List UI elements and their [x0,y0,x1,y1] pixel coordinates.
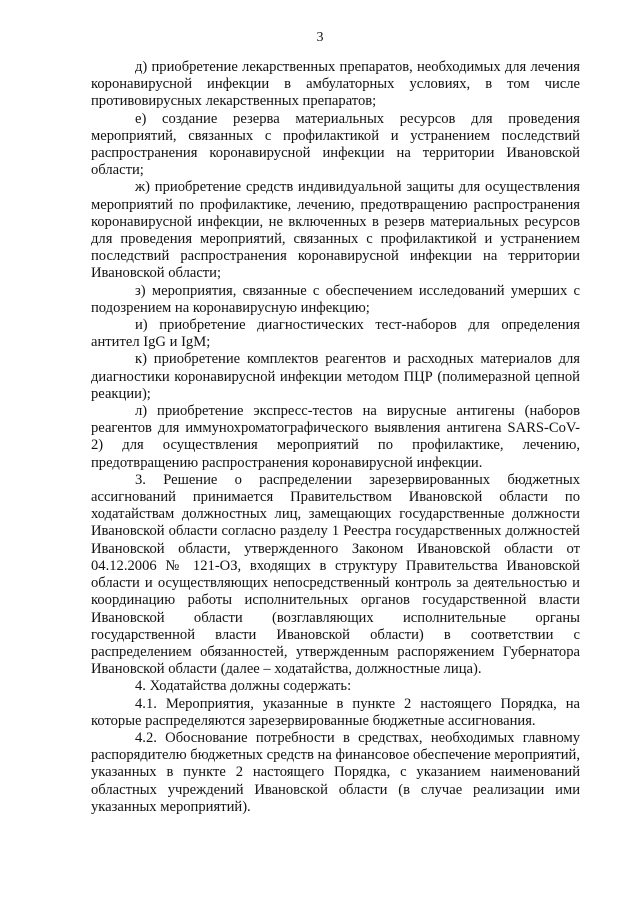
paragraph-i: и) приобретение диагностических тест-наборов для определения антител IgG и IgM; [91,317,580,351]
section-4-2: 4.2. Обоснование потребности в средствах, необходимых главному распорядителю бюджетных средств на финансовое обеспечение мероприятий, указанных в пункте 2 настоящего Порядка, с указанием наименований областных учреждений Ивановской области (в случае реализации ими указанных мероприятий). [91,729,580,815]
paragraph-l: л) приобретение экспресс-тестов на вирусные антигены (наборов реагентов для иммунохроматографического выявления антигена SARS-CoV-2) для осуществления мероприятий по профилактике, лечению, предотвращению распространения коронавирусной инфекции. [91,403,580,471]
section-3: 3. Решение о распределении зарезервированных бюджетных ассигнований принимается Правительством Ивановской области по ходатайствам должностных лиц, замещающих государственные должности Ивановской области согласно разделу 1 Реестра государственных должностей Ивановской области, утвержденного Законом Ивановской области от 04.12.2006 № 121-ОЗ, входящих в структуру Правительства Ивановской области и осуществляющих непосредственный контроль за деятельностью и координацию работы исполнительных органов государственной власти Ивановской области (возглавляющих исполнительные органы государственной власти Ивановской области) в соответствии с распределением обязанностей, утвержденным распоряжением Губернатора Ивановской области (далее – ходатайства, должностные лица). [91,471,580,678]
paragraph-z: з) мероприятия, связанные с обеспечением исследований умерших с подозрением на коронавирусную инфекцию; [91,282,580,316]
paragraph-k: к) приобретение комплектов реагентов и расходных материалов для диагностики коронавирусной инфекции методом ПЦР (полимеразной цепной реакции); [91,351,580,402]
page-number: 3 [316,30,324,45]
section-4-1: 4.1. Мероприятия, указанные в пункте 2 настоящего Порядка, на которые распределяются зарезервированные бюджетные ассигнования. [91,695,580,729]
paragraph-d: д) приобретение лекарственных препаратов, необходимых для лечения коронавирусной инфекции в амбулаторных условиях, в том числе противовирусных лекарственных препаратов; [91,59,580,110]
section-4: 4. Ходатайства должны содержать: [135,678,352,695]
paragraph-e: е) создание резерва материальных ресурсов для проведения мероприятий, связанных с профилактикой и устранением последствий распространения коронавирусной инфекции на территории Ивановской области; [91,110,580,179]
document-body [91,59,580,816]
paragraph-zh: ж) приобретение средств индивидуальной защиты для осуществления мероприятий по профилактике, лечению, предотвращению распространения коронавирусной инфекции, не включенных в резерв материальных ресурсов для проведения мероприятий, связанных с профилактикой и устранением последствий распространения коронавирусной инфекции на территории Ивановской области; [91,179,580,282]
